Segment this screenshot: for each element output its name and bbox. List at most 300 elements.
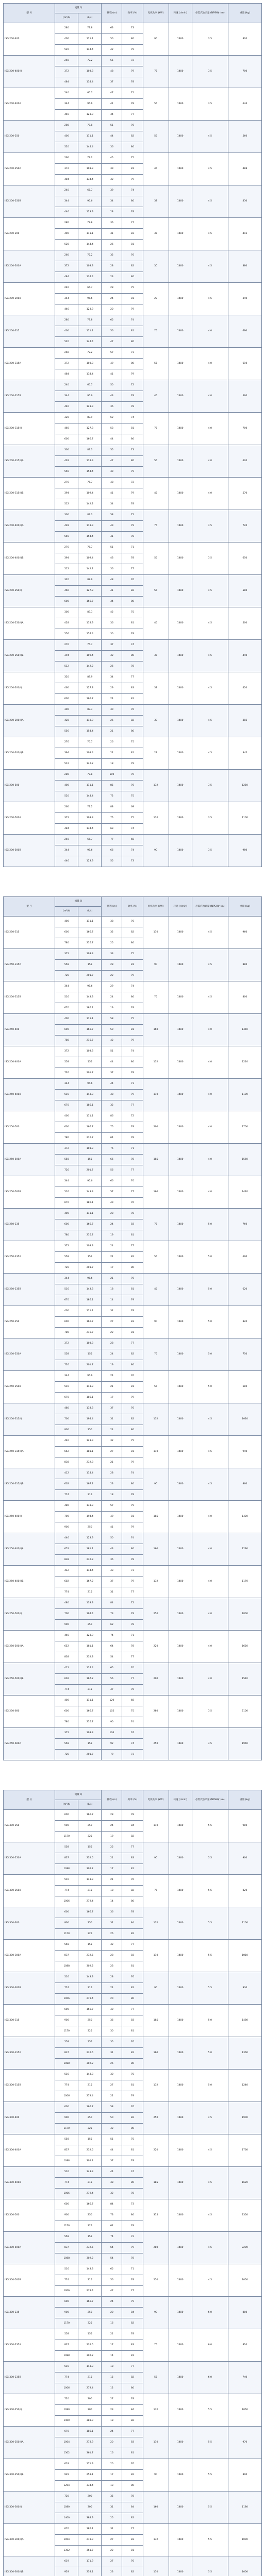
cell-flow-ls: 83.3 <box>78 510 102 521</box>
cell-power: 132 <box>143 2394 169 2427</box>
cell-flow-ls: 155 <box>78 960 102 971</box>
cell-flow-m3h: 1080 <box>55 2502 78 2513</box>
cell-head: 37 <box>102 640 122 651</box>
cell-speed: 1480 <box>169 1631 192 1663</box>
cell-efficiency: 79 <box>122 488 143 499</box>
cell-head: 36 <box>102 142 122 153</box>
cell-head: 18 <box>102 2416 122 2427</box>
cell-npsh: 4.5 <box>192 2264 228 2297</box>
cell-power: 110 <box>143 802 169 835</box>
cell-efficiency: 76 <box>122 2102 143 2113</box>
cell-model: ISG 300-315 <box>4 2005 55 2037</box>
cell-power: 90 <box>143 835 169 867</box>
cell-head: 65 <box>102 1663 122 1674</box>
cell-flow-m3h: 240 <box>55 835 78 845</box>
cell-efficiency: 80 <box>122 726 143 737</box>
cell-flow-m3h: 320 <box>55 575 78 586</box>
cell-power: 132 <box>143 770 169 802</box>
cell-flow-ls: 66.7 <box>78 835 102 845</box>
cell-flow-m3h: 619 <box>55 2556 78 2567</box>
cell-model: ISG 250-400A <box>4 1046 55 1079</box>
cell-flow-m3h: 558 <box>55 1739 78 1750</box>
cell-head: 24 <box>102 294 122 304</box>
cell-power: 132 <box>143 1907 169 1940</box>
cell-weight: 890 <box>228 2459 261 2492</box>
cell-model: ISG 200-250A <box>4 153 55 185</box>
cell-flow-m3h: 558 <box>55 1252 78 1263</box>
cell-flow-ls: 201.7 <box>78 1750 102 1760</box>
cell-flow-ls: 66.7 <box>78 185 102 196</box>
cell-flow-ls: 143.3 <box>78 1090 102 1100</box>
cell-flow-ls: 77.8 <box>78 770 102 781</box>
cell-flow-m3h: 1170 <box>55 1832 78 1842</box>
cell-model: ISG 250-400(I)B <box>4 1566 55 1598</box>
cell-flow-m3h: 372 <box>55 1144 78 1155</box>
header-power: 电机功率 (kW) <box>143 1790 169 1810</box>
header-flow-m3h: (m³/h) <box>55 13 78 23</box>
cell-flow-m3h: 652 <box>55 1641 78 1652</box>
cell-head: 90 <box>102 1717 122 1728</box>
cell-flow-m3h: 520 <box>55 142 78 153</box>
cell-npsh: 4.5 <box>192 121 228 153</box>
cell-power: 280 <box>143 2232 169 2264</box>
cell-flow-m3h: 240 <box>55 88 78 99</box>
cell-flow-m3h: 619 <box>55 2459 78 2470</box>
cell-flow-ls: 186.1 <box>78 1100 102 1111</box>
cell-model: ISG 200-200 <box>4 218 55 250</box>
cell-efficiency: 84 <box>122 1918 143 1929</box>
cell-efficiency: 82 <box>122 2113 143 2124</box>
cell-weight: 1100 <box>228 1079 261 1111</box>
cell-flow-m3h: 520 <box>55 240 78 250</box>
cell-npsh: 5.0 <box>192 1306 228 1338</box>
cell-efficiency: 74 <box>122 1717 143 1728</box>
cell-flow-ls: 72.2 <box>78 802 102 813</box>
cell-flow-ls: 133.3 <box>78 1598 102 1609</box>
cell-head: 26 <box>102 716 122 726</box>
cell-speed: 1480 <box>169 2232 192 2264</box>
cell-head: 28 <box>102 207 122 218</box>
cell-efficiency: 69 <box>122 802 143 813</box>
cell-efficiency: 75 <box>122 737 143 748</box>
cell-head: 53 <box>102 423 122 434</box>
cell-model: ISG 300-250(I) <box>4 2394 55 2427</box>
cell-flow-ls: 279.4 <box>78 2286 102 2297</box>
cell-efficiency: 78 <box>122 553 143 564</box>
table-row <box>4 2167 262 2178</box>
table-row <box>4 185 262 196</box>
cell-flow-ls: 155 <box>78 1155 102 1165</box>
cell-power: 75 <box>143 1338 169 1371</box>
cell-weight: 720 <box>228 510 261 543</box>
cell-speed: 1480 <box>169 1046 192 1079</box>
cell-speed: 1480 <box>169 1940 192 1972</box>
cell-power: 45 <box>143 153 169 185</box>
cell-model: ISG 200-400A <box>4 88 55 121</box>
cell-head: 15 <box>102 2372 122 2383</box>
cell-weight: 2200 <box>228 2232 261 2264</box>
header-speed: 转速 (r/min) <box>169 897 192 917</box>
table-row <box>4 2070 262 2080</box>
cell-efficiency: 83 <box>122 229 143 240</box>
cell-power: 110 <box>143 917 169 949</box>
cell-head: 49 <box>102 1512 122 1522</box>
cell-flow-ls: 300 <box>78 2405 102 2416</box>
cell-efficiency: 79 <box>122 759 143 770</box>
cell-flow-m3h: 556 <box>55 726 78 737</box>
cell-efficiency: 80 <box>122 434 143 445</box>
table-row <box>4 1875 262 1886</box>
cell-flow-m3h: 300 <box>55 607 78 618</box>
cell-flow-ls: 232.5 <box>78 1951 102 1961</box>
cell-efficiency: 71 <box>122 2264 143 2275</box>
cell-head: 28 <box>102 1810 122 1821</box>
cell-head: 31 <box>102 1414 122 1425</box>
cell-flow-m3h: 516 <box>55 1382 78 1393</box>
cell-head: 27 <box>102 1447 122 1458</box>
table-row <box>4 1940 262 1951</box>
table-row <box>4 2394 262 2405</box>
header-npsh: 必需汽蚀余量 (NPSH)r (m) <box>192 4 228 23</box>
cell-head: 44 <box>102 2145 122 2156</box>
table-row <box>4 315 262 326</box>
cell-efficiency: 79 <box>122 1122 143 1133</box>
cell-head: 37 <box>102 1068 122 1079</box>
cell-efficiency: 78 <box>122 1555 143 1566</box>
cell-flow-m3h: 670 <box>55 2524 78 2535</box>
cell-flow-m3h: 1006 <box>55 2383 78 2394</box>
cell-flow-m3h: 428 <box>55 521 78 532</box>
cell-flow-m3h: 1170 <box>55 2318 78 2329</box>
cell-power: 37 <box>143 640 169 672</box>
cell-head: 41 <box>102 488 122 499</box>
table-row <box>4 917 262 927</box>
cell-flow-ls: 142.2 <box>78 662 102 672</box>
cell-flow-m3h: 838 <box>55 1555 78 1566</box>
cell-flow-m3h: 320 <box>55 413 78 423</box>
cell-npsh: 4.0 <box>192 478 228 510</box>
cell-efficiency: 83 <box>122 2340 143 2351</box>
cell-efficiency: 77 <box>122 1842 143 1853</box>
cell-npsh: 4.0 <box>192 1111 228 1144</box>
cell-npsh: 4.5 <box>192 737 228 770</box>
cell-model: ISG 300-500A <box>4 2232 55 2264</box>
cell-efficiency: 82 <box>122 261 143 272</box>
cell-flow-ls: 250 <box>78 2113 102 2124</box>
cell-head: 20 <box>102 2437 122 2448</box>
cell-head: 36 <box>102 618 122 629</box>
cell-head: 42 <box>102 45 122 56</box>
table-row <box>4 2427 262 2437</box>
cell-flow-ls: 95.6 <box>78 1079 102 1090</box>
cell-npsh: 4.0 <box>192 1501 228 1533</box>
cell-speed: 1480 <box>169 2297 192 2329</box>
cell-flow-ls: 232.5 <box>78 2243 102 2253</box>
cell-efficiency: 78 <box>122 1155 143 1165</box>
cell-efficiency: 73 <box>122 445 143 456</box>
cell-flow-ls: 279.4 <box>78 2091 102 2102</box>
cell-head: 85 <box>102 781 122 791</box>
header-flow-m3h: (m³/h) <box>55 907 78 917</box>
cell-power: 160 <box>143 1176 169 1209</box>
cell-flow-ls: 216.7 <box>78 1230 102 1241</box>
cell-flow-ls: 88.9 <box>78 413 102 423</box>
cell-speed: 1480 <box>169 835 192 867</box>
cell-flow-m3h: 412 <box>55 1468 78 1479</box>
cell-efficiency: 81 <box>122 240 143 250</box>
cell-head: 77 <box>102 835 122 845</box>
cell-flow-ls: 155 <box>78 1739 102 1750</box>
cell-head: 21 <box>102 1853 122 1864</box>
cell-power: 55 <box>143 575 169 607</box>
cell-power: 30 <box>143 250 169 283</box>
cell-head: 31 <box>102 229 122 240</box>
cell-model: ISG 250-500(I)B <box>4 1663 55 1696</box>
cell-flow-m3h: 1004 <box>55 2437 78 2448</box>
cell-head: 41 <box>102 532 122 543</box>
cell-head: 32 <box>102 651 122 662</box>
cell-flow-m3h: 516 <box>55 1972 78 1983</box>
cell-flow-m3h: 1088 <box>55 2253 78 2264</box>
cell-speed: 1480 <box>169 1209 192 1241</box>
cell-efficiency: 77 <box>122 1241 143 1252</box>
cell-efficiency: 82 <box>122 1414 143 1425</box>
cell-head: 36 <box>102 2015 122 2026</box>
cell-efficiency: 80 <box>122 359 143 369</box>
cell-model: ISG 250-500B <box>4 1176 55 1209</box>
cell-efficiency: 81 <box>122 1025 143 1036</box>
cell-head: 22 <box>102 1328 122 1338</box>
cell-head: 36 <box>102 218 122 229</box>
cell-flow-m3h: 1088 <box>55 2059 78 2070</box>
cell-flow-ls: 111.1 <box>78 326 102 337</box>
cell-speed: 1480 <box>169 1728 192 1760</box>
cell-flow-ls: 143.3 <box>78 1284 102 1295</box>
cell-efficiency: 79 <box>122 2156 143 2167</box>
cell-flow-m3h: 600 <box>55 1907 78 1918</box>
cell-flow-ls: 181.1 <box>78 1544 102 1555</box>
cell-flow-m3h: 344 <box>55 1176 78 1187</box>
cell-head: 64 <box>102 1641 122 1652</box>
cell-flow-m3h: 428 <box>55 456 78 467</box>
cell-efficiency: 82 <box>122 131 143 142</box>
cell-head: 20 <box>102 304 122 315</box>
table-row <box>4 1144 262 1155</box>
cell-efficiency: 74 <box>122 2167 143 2178</box>
cell-power: 55 <box>143 88 169 121</box>
cell-efficiency: 78 <box>122 1810 143 1821</box>
cell-efficiency: 80 <box>122 1544 143 1555</box>
table-row <box>4 2492 262 2502</box>
cell-efficiency: 76 <box>122 2037 143 2048</box>
cell-speed: 1480 <box>169 315 192 348</box>
cell-npsh: 4.5 <box>192 1403 228 1436</box>
cell-head: 38 <box>102 1090 122 1100</box>
cell-efficiency: 78 <box>122 2329 143 2340</box>
cell-head: 84 <box>102 2199 122 2210</box>
table-row <box>4 770 262 781</box>
cell-weight: 1650 <box>228 1631 261 1663</box>
cell-power: 37 <box>143 672 169 705</box>
cell-head: 26 <box>102 240 122 250</box>
cell-head: 39 <box>102 467 122 478</box>
cell-weight: 650 <box>228 543 261 575</box>
cell-head: 22 <box>102 2546 122 2556</box>
cell-flow-m3h: 558 <box>55 2037 78 2048</box>
cell-efficiency: 83 <box>122 1853 143 1864</box>
cell-flow-m3h: 837 <box>55 1853 78 1864</box>
table-row <box>4 575 262 586</box>
cell-head: 48 <box>102 66 122 77</box>
cell-efficiency: 82 <box>122 927 143 938</box>
cell-efficiency: 77 <box>122 1187 143 1198</box>
cell-head: 24 <box>102 1241 122 1252</box>
cell-efficiency: 80 <box>122 938 143 949</box>
table-row <box>4 543 262 553</box>
cell-efficiency: 75 <box>122 607 143 618</box>
cell-flow-m3h: 372 <box>55 1338 78 1349</box>
cell-efficiency: 75 <box>122 1501 143 1512</box>
cell-flow-ls: 194.4 <box>78 1414 102 1425</box>
cell-efficiency: 67 <box>122 1728 143 1739</box>
cell-flow-m3h: 280 <box>55 121 78 131</box>
cell-flow-ls: 103.3 <box>78 1338 102 1349</box>
cell-flow-ls: 77.8 <box>78 121 102 131</box>
cell-model: ISG 200-315(I) <box>4 413 55 445</box>
cell-npsh: 3.5 <box>192 835 228 867</box>
cell-npsh: 5.5 <box>192 1940 228 1972</box>
cell-flow-ls: 155 <box>78 2232 102 2243</box>
cell-head: 58 <box>102 1014 122 1025</box>
cell-power: 55 <box>143 121 169 153</box>
cell-efficiency: 79 <box>122 66 143 77</box>
cell-power: 55 <box>143 2362 169 2394</box>
cell-efficiency: 82 <box>122 1886 143 1896</box>
header-efficiency: 效率 (%) <box>122 897 143 917</box>
cell-flow-m3h: 300 <box>55 510 78 521</box>
cell-flow-m3h: 446 <box>55 207 78 218</box>
cell-flow-ls: 215 <box>78 1983 102 1994</box>
cell-head: 24 <box>102 2427 122 2437</box>
cell-flow-ls: 143.3 <box>78 2264 102 2275</box>
cell-efficiency: 79 <box>122 369 143 380</box>
cell-flow-ls: 215 <box>78 1587 102 1598</box>
table-row <box>4 510 262 521</box>
cell-flow-m3h: 428 <box>55 716 78 726</box>
cell-weight: 820 <box>228 1875 261 1907</box>
cell-efficiency: 78 <box>122 1306 143 1317</box>
cell-flow-ls: 186.1 <box>78 2427 102 2437</box>
cell-efficiency: 76 <box>122 2459 143 2470</box>
cell-flow-ls: 111.1 <box>78 917 102 927</box>
cell-flow-ls: 76.7 <box>78 478 102 488</box>
cell-flow-ls: 144.4 <box>78 142 102 153</box>
cell-efficiency: 80 <box>122 2383 143 2394</box>
table-row <box>4 1014 262 1025</box>
cell-efficiency: 75 <box>122 1014 143 1025</box>
table-row <box>4 1696 262 1706</box>
cell-flow-m3h: 720 <box>55 2394 78 2405</box>
cell-power: 200 <box>143 1663 169 1696</box>
cell-flow-m3h: 344 <box>55 196 78 207</box>
cell-flow-ls: 166.7 <box>78 1706 102 1717</box>
cell-flow-ls: 127.8 <box>78 423 102 434</box>
cell-npsh: 4.0 <box>192 1144 228 1176</box>
cell-model: ISG 200-200(I) <box>4 672 55 705</box>
cell-power: 250 <box>143 1598 169 1631</box>
cell-model: ISG 300-500B <box>4 2264 55 2297</box>
cell-head: 34 <box>102 499 122 510</box>
cell-flow-ls: 118.9 <box>78 456 102 467</box>
cell-flow-m3h: 300 <box>55 445 78 456</box>
cell-flow-m3h: 774 <box>55 2080 78 2091</box>
cell-flow-m3h: 1006 <box>55 1896 78 1907</box>
cell-weight: 700 <box>228 56 261 88</box>
header-model: 型 号 <box>4 1790 55 1810</box>
cell-npsh: 4.0 <box>192 413 228 445</box>
cell-flow-ls: 144.4 <box>78 240 102 250</box>
cell-model: ISG 250-235B <box>4 1274 55 1306</box>
cell-flow-m3h: 700 <box>55 1512 78 1522</box>
cell-flow-m3h: 446 <box>55 856 78 867</box>
cell-efficiency: 71 <box>122 1144 143 1155</box>
cell-flow-m3h: 600 <box>55 2199 78 2210</box>
cell-flow-ls: 142.2 <box>78 564 102 575</box>
cell-efficiency: 75 <box>122 153 143 164</box>
cell-flow-m3h: 900 <box>55 2210 78 2221</box>
cell-model: ISG 200-250 <box>4 121 55 153</box>
cell-power: 75 <box>143 510 169 543</box>
cell-speed: 1480 <box>169 2199 192 2232</box>
cell-flow-m3h: 558 <box>55 1057 78 1068</box>
cell-efficiency: 75 <box>122 1706 143 1717</box>
cell-flow-m3h: 460 <box>55 683 78 694</box>
cell-head: 24 <box>102 1983 122 1994</box>
cell-head: 62 <box>102 2221 122 2232</box>
cell-head: 24 <box>102 2297 122 2308</box>
cell-flow-ls: 361.7 <box>78 2448 102 2459</box>
cell-power: 55 <box>143 348 169 380</box>
cell-efficiency: 77 <box>122 1652 143 1663</box>
cell-flow-m3h: 837 <box>55 2048 78 2059</box>
cell-flow-ls: 66.7 <box>78 380 102 391</box>
cell-power: 132 <box>143 1403 169 1436</box>
cell-efficiency: 78 <box>122 402 143 413</box>
cell-flow-ls: 155 <box>78 1940 102 1951</box>
cell-efficiency: 78 <box>122 1490 143 1501</box>
cell-speed: 1480 <box>169 981 192 1014</box>
cell-flow-ls: 111.1 <box>78 781 102 791</box>
cell-head: 65 <box>102 2264 122 2275</box>
cell-efficiency: 80 <box>122 1360 143 1371</box>
cell-speed: 1480 <box>169 2070 192 2102</box>
cell-power: 75 <box>143 981 169 1014</box>
table-row <box>4 23 262 34</box>
cell-npsh: 4.0 <box>192 315 228 348</box>
cell-efficiency: 76 <box>122 1198 143 1209</box>
cell-power: 110 <box>143 2556 169 2576</box>
cell-weight: 750 <box>228 1338 261 1371</box>
cell-head: 32 <box>102 1436 122 1447</box>
cell-flow-ls: 114.4 <box>78 1566 102 1577</box>
cell-efficiency: 79 <box>122 2091 143 2102</box>
cell-efficiency: 84 <box>122 2308 143 2318</box>
cell-efficiency: 79 <box>122 391 143 402</box>
cell-efficiency: 79 <box>122 629 143 640</box>
cell-head: 37 <box>102 1577 122 1587</box>
cell-flow-m3h: 900 <box>55 1522 78 1533</box>
cell-efficiency: 71 <box>122 88 143 99</box>
